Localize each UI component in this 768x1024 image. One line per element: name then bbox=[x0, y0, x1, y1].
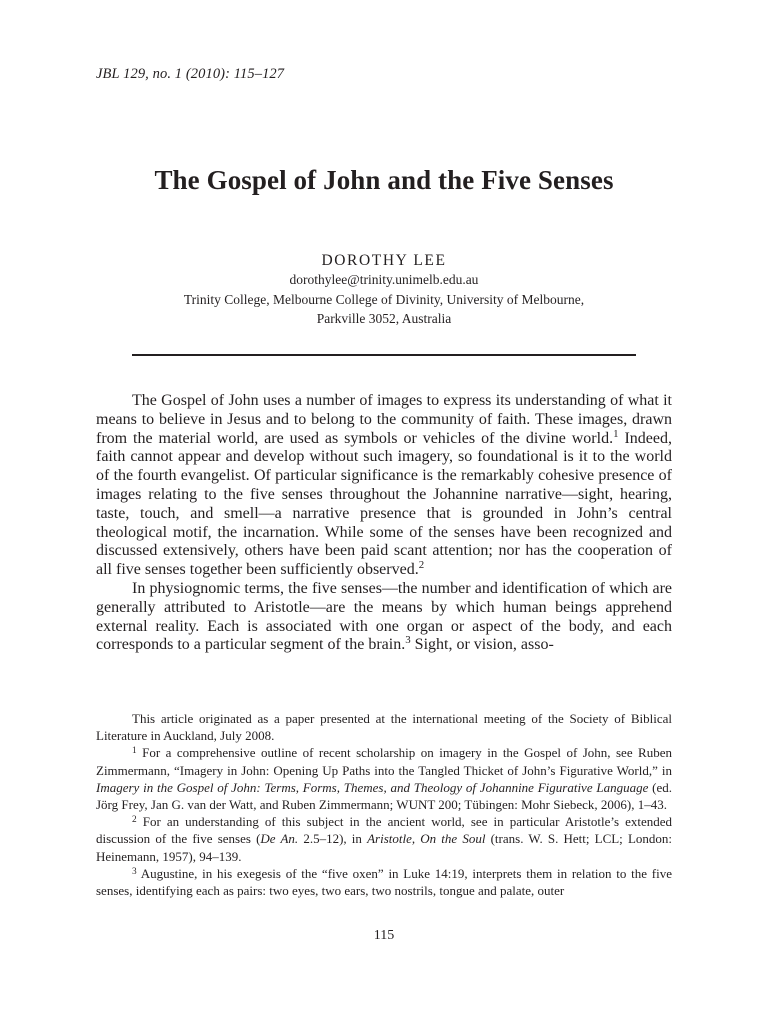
article-body bbox=[96, 392, 672, 655]
body-paragraph-2 bbox=[96, 580, 672, 655]
article-title: The Gospel of John and the Five Senses bbox=[154, 165, 614, 195]
body-paragraph-1-text-a: The Gospel of John uses a number of images to express its understanding of what it means to believe in Jesus and to belong to the community of faith. These images, drawn from the material world, are used as symbols or vehicles of the divine world. bbox=[96, 392, 672, 447]
footnote-1-text-b: (ed. Jörg Frey, Jan G. van der Watt, and Ruben Zimmermann; WUNT 200; Tübingen: Mohr Siebeck, 2006), 1–43. bbox=[96, 779, 672, 813]
author-name: DOROTHY LEE bbox=[321, 252, 447, 269]
footnote-ref-2: 2 bbox=[418, 559, 425, 572]
footnote-2-book-title: Aristotle, On the Soul bbox=[367, 831, 486, 847]
body-paragraph-2-text-a: In physiognomic terms, the five senses—the number and identification of which are generally attributed to Aristotle—are the means by which human beings apprehend external reality. Each is associated with one organ or aspect of the body, and each corresponds to a particular segment of the brain. bbox=[96, 579, 672, 654]
footnote-1 bbox=[96, 744, 672, 813]
footnote-2-work-abbrev: De An. bbox=[260, 831, 299, 847]
footnote-2-text-c: (trans. W. S. Hett; LCL; London: Heinemann, 1957), 94–139. bbox=[96, 831, 672, 864]
title-divider bbox=[132, 354, 636, 356]
footnote-ref-3: 3 bbox=[405, 634, 411, 647]
footnote-3-number: 3 bbox=[132, 866, 137, 877]
page-number: 115 bbox=[373, 928, 395, 943]
footnote-2-text-b: 2.5–12), in bbox=[298, 831, 368, 847]
footnote-1-book-title: Imagery in the Gospel of John: Terms, Forms, Themes, and Theology of Johannine Figurative Language bbox=[96, 779, 649, 795]
footnote-3 bbox=[96, 865, 672, 899]
footnote-1-number: 1 bbox=[132, 746, 137, 757]
footnotes bbox=[96, 710, 672, 899]
body-paragraph-1-text-b: Indeed, faith cannot appear and develop without such imagery, so foundational is it to the world of the fourth evangelist. Of particular significance is the remarkably cohesive presence of images relating to the five senses throughout the Johannine narrative—sight, hearing, taste, touch, and smell—a narrative presence that is grounded in John’s central theological motif, the incarnation. While some of the senses have been recognized and discussed extensively, others have been paid scant attention; nor has the cooperation of all five senses together been sufficiently observed. bbox=[96, 429, 673, 579]
author-affiliation-line-2: Parkville 3052, Australia bbox=[316, 311, 452, 326]
body-paragraph-2-text-b: Sight, or vision, asso- bbox=[410, 636, 554, 654]
author-email: dorothylee@trinity.unimelb.edu.au bbox=[289, 272, 479, 287]
footnote-1-text-a: For a comprehensive outline of recent scholarship on imagery in the Gospel of John, see Ruben Zimmermann, “Imagery in John: Opening Up Paths into the Tangled Thicket of John’s Figurative World,” in bbox=[96, 745, 672, 778]
journal-reference: JBL 129, no. 1 (2010): 115–127 bbox=[96, 66, 285, 82]
body-paragraph-1 bbox=[96, 392, 672, 580]
author-block bbox=[96, 252, 672, 329]
footnote-ref-1: 1 bbox=[613, 427, 619, 440]
footnote-3-text: Augustine, in his exegesis of the “five oxen” in Luke 14:19, interprets them in relation to the five senses, identifying each as pairs: two eyes, two ears, two nostrils, tongue and palate, outer bbox=[96, 865, 672, 899]
footnote-2-number: 2 bbox=[132, 815, 137, 826]
author-affiliation-line-1: Trinity College, Melbourne College of Divinity, University of Melbourne, bbox=[183, 291, 585, 307]
footnote-2 bbox=[96, 813, 672, 865]
footnote-2-text-a: For an understanding of this subject in the ancient world, see in particular Aristotle’s extended discussion of the five senses ( bbox=[96, 814, 672, 847]
footnote-intro: This article originated as a paper presented at the international meeting of the Society of Biblical Literature in Auckland, July 2008. bbox=[96, 711, 672, 744]
